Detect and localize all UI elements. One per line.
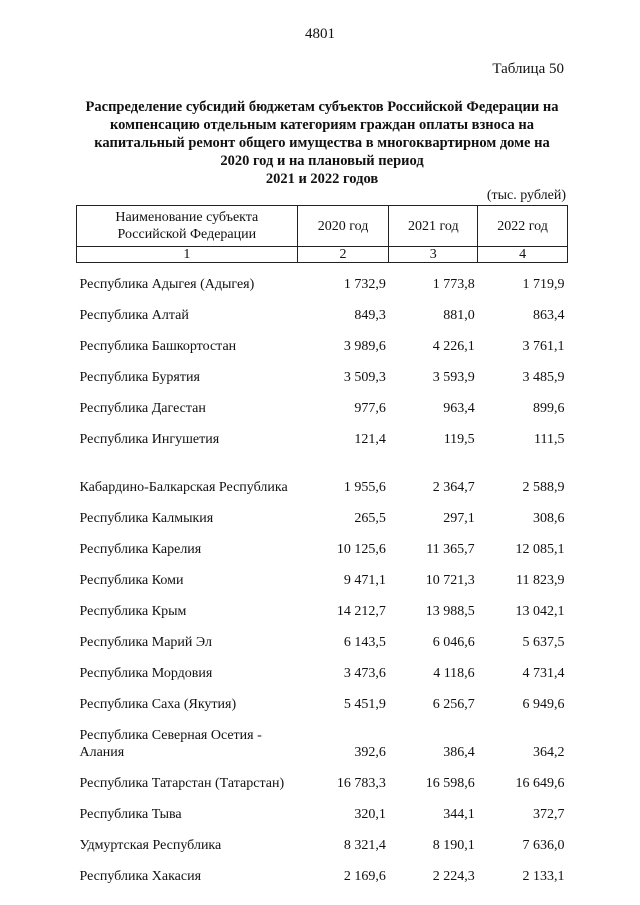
column-header-region: Наименование субъекта Российской Федерации [77,206,298,247]
value-2022-cell: 863,4 [533,308,565,323]
value-2022-cell: 2 133,1 [522,869,565,884]
table-row [77,857,568,888]
column-number: 2 [297,247,389,263]
value-2021-cell: 6 046,6 [432,635,475,650]
value-2021-cell: 11 365,7 [426,542,475,557]
table-row [77,826,568,857]
value-2020-cell: 849,3 [354,308,386,323]
region-name-cell: Республика Ингушетия [79,432,220,447]
value-2020-cell: 8 321,4 [343,838,386,853]
value-2021-cell: 386,4 [443,745,475,760]
region-name-cell: Республика Коми [79,573,184,588]
table-row [77,530,568,561]
value-2020-cell: 6 143,5 [343,635,386,650]
value-2022-cell: 3 485,9 [522,370,565,385]
table-row [77,263,568,297]
units-label: (тыс. рублей) [486,188,566,203]
column-header-2021: 2021 год [389,206,478,247]
document-title [80,98,564,188]
value-2022-cell: 4 731,4 [522,666,565,681]
table-row [77,296,568,327]
region-name-cell: Республика Крым [79,604,187,619]
table-row [77,389,568,420]
title-line: 2021 и 2022 годов [265,171,379,187]
value-2022-cell: 899,6 [533,401,565,416]
region-name-cell: Республика Калмыкия [79,511,214,526]
value-2020-cell: 977,6 [354,401,386,416]
value-2020-cell: 121,4 [354,432,386,447]
value-2020-cell: 3 473,6 [343,666,386,681]
value-2021-cell: 4 118,6 [433,666,475,681]
region-name-cell: Республика Карелия [79,542,202,557]
table-row [77,654,568,685]
title-line: компенсацию отдельным категориям граждан оплаты взноса на [110,117,534,133]
table-row [77,327,568,358]
value-2021-cell: 4 226,1 [432,339,475,354]
table-row [77,499,568,530]
subsidy-table [76,205,568,888]
value-2021-cell: 963,4 [443,401,475,416]
value-2020-cell: 3 509,3 [343,370,386,385]
value-2021-cell: 2 364,7 [432,480,475,495]
column-number: 3 [389,247,478,263]
value-2021-cell: 13 988,5 [425,604,475,619]
table-row [77,685,568,716]
value-2020-cell: 1 732,9 [343,277,386,292]
table-row [77,623,568,654]
region-name-cell: Республика Северная Осетия - Алания [79,728,262,760]
header-row [77,206,568,247]
column-number-row [77,247,568,263]
value-2022-cell: 364,2 [533,745,565,760]
table-row [77,716,568,764]
value-2021-cell: 1 773,8 [432,277,475,292]
value-2020-cell: 9 471,1 [343,573,386,588]
title-line: капитальный ремонт общего имущества в многоквартирном доме на [94,135,550,151]
value-2020-cell: 16 783,3 [336,776,386,791]
column-number: 4 [478,247,568,263]
page-number: 4801 [305,26,335,42]
region-name-cell: Республика Дагестан [79,401,206,416]
column-header-2022: 2022 год [478,206,568,247]
value-2021-cell: 881,0 [443,308,475,323]
value-2022-cell: 1 719,9 [522,277,565,292]
region-name-cell: Республика Адыгея (Адыгея) [79,277,255,292]
value-2022-cell: 5 637,5 [522,635,565,650]
value-2021-cell: 297,1 [443,511,475,526]
table-label: Таблица 50 [492,61,564,77]
value-2022-cell: 16 649,6 [515,776,565,791]
region-name-cell: Республика Бурятия [79,370,200,385]
value-2022-cell: 7 636,0 [522,838,565,853]
value-2020-cell: 320,1 [354,807,386,822]
value-2020-cell: 10 125,6 [336,542,386,557]
value-2022-cell: 13 042,1 [515,604,565,619]
value-2020-cell: 392,6 [354,745,386,760]
region-name-cell: Республика Саха (Якутия) [79,697,237,712]
region-name-cell: Республика Тыва [79,807,182,822]
region-name-cell: Республика Хакасия [79,869,202,884]
region-name-cell: Кабардино-Балкарская Республика [79,480,288,495]
value-2021-cell: 119,5 [443,432,475,447]
value-2020-cell: 1 955,6 [343,480,386,495]
value-2020-cell: 2 169,6 [343,869,386,884]
value-2022-cell: 372,7 [533,807,565,822]
table-row [77,451,568,499]
column-number: 1 [77,247,298,263]
value-2022-cell: 2 588,9 [522,480,565,495]
value-2021-cell: 2 224,3 [432,869,475,884]
value-2020-cell: 14 212,7 [336,604,386,619]
value-2022-cell: 6 949,6 [522,697,565,712]
value-2021-cell: 8 190,1 [432,838,475,853]
value-2022-cell: 12 085,1 [515,542,565,557]
value-2020-cell: 265,5 [354,511,386,526]
value-2022-cell: 111,5 [534,432,565,447]
title-line: Распределение субсидий бюджетам субъектов Российской Федерации на [85,99,559,115]
value-2021-cell: 6 256,7 [432,697,475,712]
region-name-cell: Республика Алтай [79,308,189,323]
table-row [77,764,568,795]
title-line: 2020 год и на плановый период [220,153,424,169]
value-2020-cell: 5 451,9 [343,697,386,712]
value-2021-cell: 10 721,3 [425,573,475,588]
region-name-cell: Республика Мордовия [79,666,213,681]
value-2021-cell: 16 598,6 [425,776,475,791]
value-2022-cell: 308,6 [533,511,565,526]
table-row [77,795,568,826]
value-2022-cell: 11 823,9 [516,573,565,588]
region-name-cell: Республика Башкортостан [79,339,237,354]
column-header-2020: 2020 год [297,206,389,247]
value-2021-cell: 344,1 [443,807,475,822]
region-name-cell: Республика Марий Эл [79,635,212,650]
table-row [77,358,568,389]
region-name-cell: Удмуртская Республика [79,838,222,853]
value-2021-cell: 3 593,9 [432,370,475,385]
value-2022-cell: 3 761,1 [522,339,565,354]
table-row [77,420,568,451]
table-row [77,561,568,592]
value-2020-cell: 3 989,6 [343,339,386,354]
region-name-cell: Республика Татарстан (Татарстан) [79,776,285,791]
table-row [77,592,568,623]
